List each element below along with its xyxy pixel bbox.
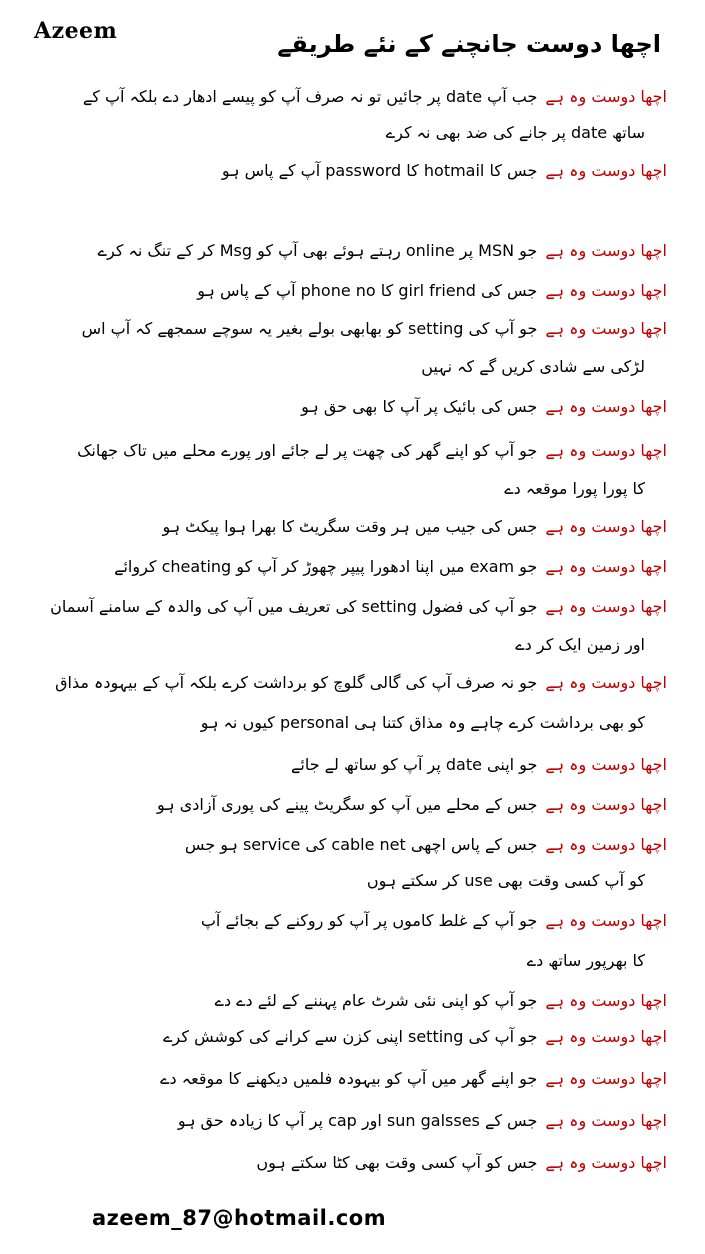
lead-phrase: اچھا دوست وہ ہے (545, 795, 667, 814)
lead-phrase: اچھا دوست وہ ہے (545, 911, 667, 930)
statement-text: جو آپ کے غلط کاموں پر آپ کو روکنے کے بجائے آپ (200, 911, 538, 930)
statement-text: کا بھرپور ساتھ دے (526, 951, 645, 970)
statement-text: جو آپ کی setting اپنی کزن سے کرانے کی کوشش کرے (163, 1027, 538, 1046)
lead-phrase: اچھا دوست وہ ہے (545, 1027, 667, 1046)
statement-text: جس کے sun galsses اور cap پر آپ کا زیادہ حق ہو (177, 1111, 538, 1130)
statement-text: جس کا hotmail کا password آپ کے پاس ہو (221, 161, 538, 180)
statement-text: جس کے محلے میں آپ کو سگریٹ پینے کی پوری آزادی ہو (157, 795, 538, 814)
statement-text: لڑکی سے شادی کریں گے کہ نہیں (421, 357, 645, 376)
author-label: Azeem (34, 18, 118, 44)
statement-line (114, 556, 667, 578)
statement-line (163, 1026, 667, 1048)
lead-phrase: اچھا دوست وہ ہے (545, 397, 667, 416)
lead-phrase: اچھا دوست وہ ہے (545, 1111, 667, 1130)
statement-text: کو آپ کسی وقت بھی use کر سکتے ہوں (366, 871, 645, 890)
statement-line (256, 1152, 667, 1174)
lead-phrase: اچھا دوست وہ ہے (545, 755, 667, 774)
lead-phrase: اچھا دوست وہ ہے (545, 991, 667, 1010)
statement-text: جو آپ کی setting کو بھابھی بولے بغیر یہ سوچے سمجھے کہ آپ اس (81, 319, 538, 338)
statement-line (301, 396, 667, 418)
statement-continuation (527, 950, 645, 972)
statement-text: جو اپنی date پر آپ کو ساتھ لے جائے (290, 755, 538, 774)
statement-text: جس کی بائیک پر آپ کا بھی حق ہو (301, 397, 538, 416)
statement-text: جو MSN پر online رہتے ہوئے بھی آپ کو Msg کر کے تنگ نہ کرے (97, 241, 538, 260)
statement-text: جو اپنے گھر میں آپ کو بیہودہ فلمیں دیکھنے کا موقعہ دے (160, 1069, 538, 1088)
statement-text: جو آپ کو اپنے گھر کی چھت پر لے جائے اور پورے محلے میں تاک جھانک (77, 441, 538, 460)
lead-phrase: اچھا دوست وہ ہے (545, 835, 667, 854)
statement-text: جب آپ date پر جائیں تو نہ صرف آپ کو پیسے ادھار دے بلکہ آپ کے (82, 87, 538, 106)
statement-text: اور زمین ایک کر دے (515, 635, 645, 654)
statement-line (215, 990, 667, 1012)
statement-line (77, 440, 667, 462)
statement-line (83, 86, 667, 108)
statement-text: جس کی girl friend کا phone no آپ کے پاس ہو (197, 281, 538, 300)
lead-phrase: اچھا دوست وہ ہے (545, 1153, 667, 1172)
statement-text: جس کو آپ کسی وقت بھی کٹا سکتے ہوں (256, 1153, 538, 1172)
statement-line (50, 596, 667, 618)
statement-continuation (386, 122, 645, 144)
statement-text: جو آپ کو اپنی نئی شرٹ عام پہننے کے لئے دے دے (214, 991, 538, 1010)
statement-line (162, 516, 667, 538)
statement-continuation (515, 634, 645, 656)
statement-line (98, 240, 667, 262)
lead-phrase: اچھا دوست وہ ہے (545, 441, 667, 460)
statement-line (222, 160, 667, 182)
statement-text: جو نہ صرف آپ کی گالی گلوچ کو برداشت کرے بلکہ آپ کے بیہودہ مذاق (55, 673, 538, 692)
statement-line (160, 1068, 667, 1090)
statement-continuation (421, 356, 645, 378)
statement-line (201, 910, 667, 932)
lead-phrase: اچھا دوست وہ ہے (545, 319, 667, 338)
statement-line (291, 754, 667, 776)
lead-phrase: اچھا دوست وہ ہے (545, 161, 667, 180)
statement-line (55, 672, 667, 694)
statement-text: کا پورا پورا موقعہ دے (504, 479, 645, 498)
lead-phrase: اچھا دوست وہ ہے (545, 281, 667, 300)
lead-phrase: اچھا دوست وہ ہے (545, 597, 667, 616)
lead-phrase: اچھا دوست وہ ہے (545, 87, 667, 106)
statement-text: ساتھ date پر جانے کی ضد بھی نہ کرے (385, 123, 645, 142)
statement-text: جو آپ کی فضول setting کی تعریف میں آپ کی والدہ کے سامنے آسمان (50, 597, 538, 616)
statement-text: کو بھی برداشت کرے چاہے وہ مذاق کتنا ہی personal کیوں نہ ہو (200, 713, 645, 732)
statement-text: جس کے پاس اچھی cable net کی service ہو جس (184, 835, 538, 854)
statement-continuation (504, 478, 645, 500)
statement-line (178, 1110, 667, 1132)
lead-phrase: اچھا دوست وہ ہے (545, 673, 667, 692)
statement-text: جس کی جیب میں ہر وقت سگریٹ کا بھرا ہوا پیکٹ ہو (162, 517, 538, 536)
statement-line (197, 280, 667, 302)
statement-text: جو exam میں اپنا ادھورا پیپر چھوڑ کر آپ کو cheating کروائے (114, 557, 538, 576)
footer-email: azeem_87@hotmail.com (92, 1206, 387, 1230)
page-title: اچھا دوست جانچنے کے نئے طریقے (277, 30, 661, 58)
statement-line (157, 794, 667, 816)
statement-line (82, 318, 667, 340)
lead-phrase: اچھا دوست وہ ہے (545, 241, 667, 260)
statement-continuation (201, 712, 645, 734)
statement-line (185, 834, 667, 856)
lead-phrase: اچھا دوست وہ ہے (545, 1069, 667, 1088)
lead-phrase: اچھا دوست وہ ہے (545, 557, 667, 576)
statement-continuation (367, 870, 645, 892)
lead-phrase: اچھا دوست وہ ہے (545, 517, 667, 536)
